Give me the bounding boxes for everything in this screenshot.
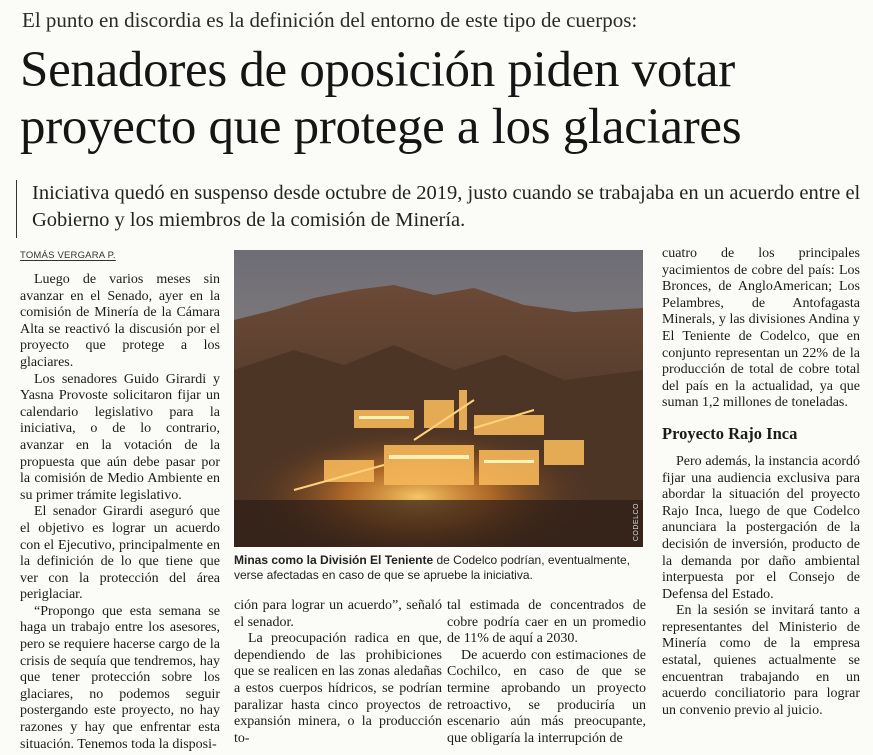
photo-credit: CODELCO [633,502,640,541]
article-column-3 [447,598,646,747]
subhead: Iniciativa quedó en suspenso desde octubre de 2019, justo cuando se trabajaba en un acuerdo entre el Gobierno y los miembros de la comisión de Minería. [32,182,861,231]
paragraph: Luego de varios meses sin avanzar en el Senado, ayer en la comisión de Minería de la Cámara Alta se reactivó la discusión por el proyecto que protege a los glaciares. [20,272,220,370]
paragraph: El senador Girardi aseguró que el objetivo es lograr un acuerdo con el Ejecutivo, principalmente en la definición de lo que tiene que ver con la protección del área periglaciar. [20,504,220,603]
paragraph: cuatro de los principales yacimientos de cobre del país: Los Bronces, de AngloAmerican; Los Pelambres, de Antofagasta Minerals, y las divisiones Andina y El Teniente de Codelco, que en conjunto representan un 22% de la producción de total de cobre total del país en la actualidad, ya que suman 1,2 millones de toneladas. [662,246,860,411]
headline: Senadores de oposición piden votar proyecto que protege a los glaciares [20,42,742,155]
paragraph: ción para lograr un acuerdo”, señaló el senador. [234,598,442,630]
article-column-1 [20,272,220,753]
photo-caption [234,553,644,583]
paragraph: La preocupación radica en que, dependiendo de las prohibiciones que se realicen en las zonas aledañas a estos cuerpos hídricos, se podrían paralizar hasta cinco proyectos de expansión minera, o la producción to- [234,631,442,746]
paragraph: tal estimada de concentrados de cobre podría caer en un promedio de 11% de aquí a 2030. [447,598,646,647]
article-column-2 [234,598,442,747]
mine-illustration [234,250,643,547]
subhead-rule [16,180,17,238]
section-title: Proyecto Rajo Inca [662,423,798,443]
paragraph: Los senadores Guido Girardi y Yasna Provoste solicitaron fijar un calendario legislativo para la iniciativa, o de lo contrario, avanzar en la votación de la propuesta que aún debe pasar por la comisión de Medio Ambiente en su primer trámite legislativo. [20,371,220,503]
paragraph: Pero además, la instancia acordó fijar una audiencia exclusiva para abordar la situación del proyecto Rajo Inca, luego de que Codelco anunciara la postergación de la decisión de inversión, producto de la demanda por daño ambiental interpuesta por el Consejo de Defensa del Estado. [662,453,860,602]
article-column-4 [662,246,860,719]
paragraph: De acuerdo con estimaciones de Cochilco, en caso de que se termine aprobando un proyecto retroactivo, se produciría un escenario aún más preocupante, que obligaría la interrupción de [447,647,646,746]
byline: TOMÁS VERGARA P. [20,250,116,261]
caption-bold: Minas como la División El Teniente [234,553,434,567]
paragraph: “Propongo que esta semana se haga un trabajo entre los asesores, pero se requiere hacerse cargo de la crisis de sequía que tendremos, hay que tener protección sobre los glaciares, no podemos seguir postergando este proyecto, no hay razones y hay que enfrentar esta situación. Tenemos toda la disposi- [20,603,220,752]
caption-text: de Codelco podrían, eventualmente, verse afectadas en caso de que se apruebe la iniciativa. [234,553,630,582]
mine-photo [234,250,643,547]
paragraph: En la sesión se invitará tanto a representantes del Ministerio de Minería como de la empresa estatal, quienes actualmente se encuentran trabajando en un acuerdo conciliatorio para lograr un convenio previo al juicio. [662,603,860,718]
kicker: El punto en discordia es la definición del entorno de este tipo de cuerpos: [22,8,638,32]
